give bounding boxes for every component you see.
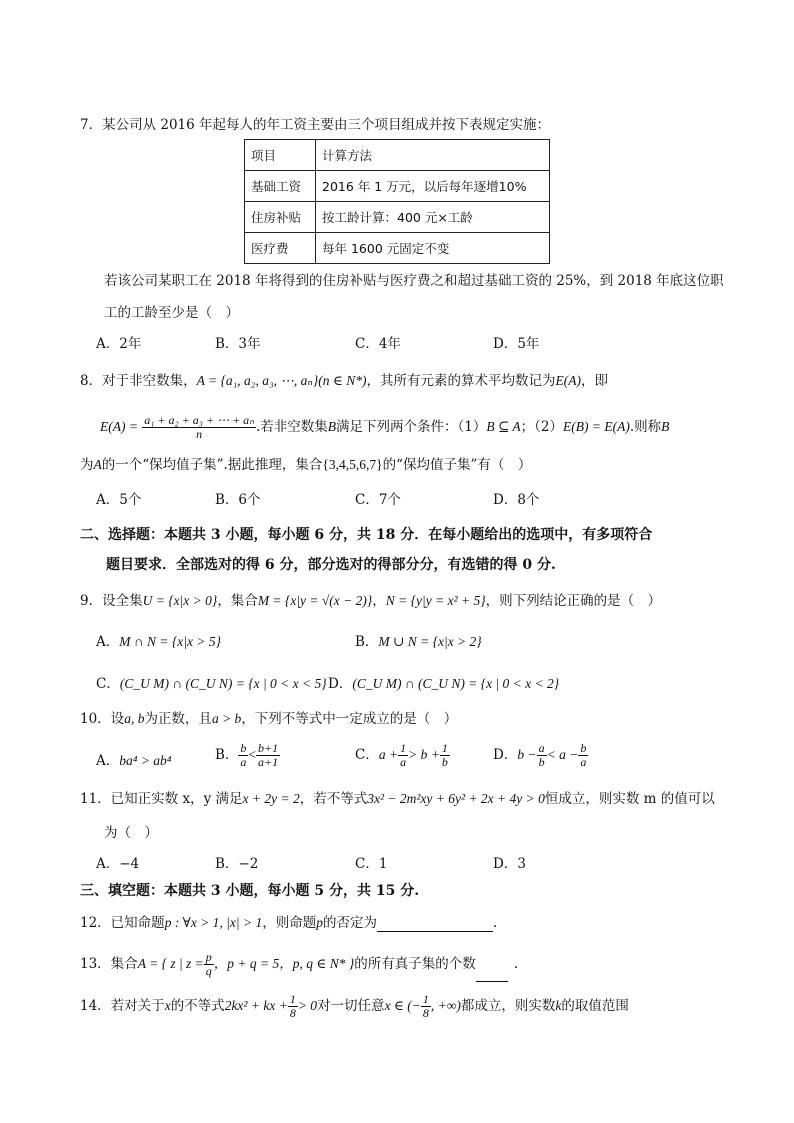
q8-text: ，其所有元素的算术平均数记为 [366, 373, 556, 389]
option-expr: b − [517, 747, 537, 762]
q9-text: 9．设全集 [80, 593, 143, 609]
q13-set: ，p + q = 5，p, q ∈ N* } [213, 956, 355, 971]
fraction-numerator: 1 [422, 992, 429, 1006]
fraction-denominator: n [196, 427, 203, 441]
fraction-denominator: b [441, 755, 448, 769]
option-label: C． [96, 676, 120, 692]
q8-text: ，即 [581, 373, 609, 389]
q14-range: , +∞) [430, 998, 461, 1013]
q11-option-c: C．1 [355, 856, 388, 872]
q8-option-d: D．8个 [493, 492, 540, 508]
fraction-denominator: b [538, 755, 545, 769]
q7-option-a: A．2年 [96, 336, 142, 352]
q8-e-lhs: E(A) = [100, 419, 138, 434]
table-cell: 2016 年 1 万元，以后每年逐增10% [316, 171, 550, 202]
fraction-denominator: a [400, 755, 407, 769]
q8-text: ；（2） [520, 419, 563, 435]
table-cell: 住房补贴 [245, 202, 316, 233]
q11-ineq: 3x² − 2m²xy + 6y² + 2x + 4y > 0 [367, 791, 545, 806]
q7-line3: 工的工龄至少是（ ） [104, 305, 239, 321]
q11-text: 恒成立，则实数 m 的值可以 [544, 791, 715, 807]
q11-option-a: A．−4 [96, 856, 140, 872]
q7-option-c: C．4年 [355, 336, 401, 352]
q8-var: A [93, 457, 102, 472]
option-label: D． [328, 676, 353, 692]
answer-blank[interactable] [377, 917, 493, 932]
q11-option-d: D．3 [493, 856, 526, 872]
fraction-numerator: 1 [441, 741, 448, 755]
fraction [440, 742, 450, 769]
q11-line2: 为（ ） [104, 825, 158, 841]
q14-var: x [164, 998, 171, 1013]
section2-heading-line2: 题目要求．全部选对的得 6 分，部分选对的得部分分，有选错的得 0 分. [106, 557, 556, 573]
q8-line2 [100, 414, 669, 441]
option-label: D． [493, 747, 518, 763]
q14-var: k [555, 998, 562, 1013]
q8-option-b: B．6个 [215, 492, 261, 508]
option-expr: > b + [408, 747, 440, 762]
fraction-denominator: a [580, 755, 587, 769]
q12-text: . [492, 915, 498, 931]
q9-option-c [96, 674, 327, 694]
fraction-denominator: 8 [289, 1006, 296, 1020]
q8-text: 满足下列两个条件：（1） [336, 419, 487, 435]
table-header-method: 计算方法 [316, 140, 550, 171]
option-expr: M ∪ N = {x|x > 2} [378, 634, 482, 649]
q8-set-a: A = {a₁, a₂, a₃, ⋯, aₙ}(n ∈ N*) [196, 373, 367, 388]
fraction-denominator: a+1 [258, 755, 279, 769]
salary-table [244, 139, 550, 264]
fraction [537, 742, 547, 769]
answer-blank[interactable] [476, 959, 508, 982]
option-expr: < a − [546, 747, 579, 762]
fraction-denominator: 8 [422, 1006, 429, 1020]
q10-option-b [215, 740, 280, 770]
q11-cond: x + 2y = 2 [242, 791, 300, 806]
fraction [238, 742, 248, 769]
less-than: < [248, 747, 257, 762]
q12-text: ，则命题 [262, 915, 317, 931]
option-expr: (C_U M) ∩ (C_U N) = {x | 0 < x < 5} [119, 676, 327, 691]
option-label: A． [96, 634, 120, 650]
q8-text: 8．对于非空数集， [80, 373, 197, 389]
q9-option-b [355, 632, 482, 652]
q11-text: 11．已知正实数 x，y 满足 [80, 791, 243, 807]
fraction [256, 742, 280, 769]
q14-range: x ∈ (− [384, 998, 421, 1013]
q8-line1 [80, 372, 608, 390]
fraction-numerator: 1 [289, 992, 296, 1006]
q10-text: ，下列不等式中一定成立的是（ ） [241, 711, 458, 727]
q11-stem [80, 790, 715, 808]
table-cell: 每年 1600 元固定不变 [316, 233, 550, 264]
option-label: A． [96, 753, 120, 769]
q9-text: ， [372, 593, 386, 609]
q8-set: {3,4,5,6,7} [322, 457, 383, 472]
q13-text: . [513, 956, 519, 972]
section3-heading: 三、填空题：本题共 3 小题，每小题 5 分，共 15 分. [80, 883, 420, 899]
q7-line2: 若该公司某职工在 2018 年将得到的住房补贴与医疗费之和超过基础工资的 25%，到 2018 年底这位职 [104, 273, 724, 289]
q12-stem [80, 914, 497, 932]
q10-option-c [355, 740, 450, 770]
q13-stem [80, 946, 518, 982]
q14-ineq: > 0 [297, 998, 318, 1013]
q13-text: 13．集合 [80, 956, 138, 972]
q10-stem [80, 710, 457, 728]
fraction [288, 993, 298, 1020]
q14-text: 都成立，则实数 [460, 998, 556, 1014]
q8-text: 的一个“保均值子集”.据此推理，集合 [101, 457, 323, 473]
q11-text: ，若不等式 [299, 791, 368, 807]
q9-set-m: M = {x|y = √(x − 2)} [257, 593, 373, 608]
q9-text: ，集合 [217, 593, 258, 609]
table-cell: 基础工资 [245, 171, 316, 202]
table-header-item: 项目 [245, 140, 316, 171]
q8-text: 的“保均值子集”有（ ） [382, 457, 532, 473]
q8-option-c: C．7个 [355, 492, 401, 508]
q9-stem [80, 592, 661, 610]
q14-text: 的不等式 [170, 998, 225, 1014]
q7-option-d: D．5年 [493, 336, 540, 352]
option-expr: (C_U M) ∩ (C_U N) = {x | 0 < x < 2} [352, 676, 560, 691]
fraction [578, 742, 588, 769]
fraction-numerator: a [538, 741, 545, 755]
fraction [398, 742, 408, 769]
q14-text: 14．若对关于 [80, 998, 165, 1014]
table-row [245, 233, 550, 264]
q11-option-b: B．−2 [215, 856, 259, 872]
q14-ineq: 2kx² + kx + [224, 998, 288, 1013]
fraction-numerator: a₁ + a₂ + a₃ + ⋯ + aₙ [144, 413, 254, 427]
q13-set: A = { z | z = [137, 956, 204, 971]
q8-cond1: B ⊆ A [486, 419, 521, 434]
q10-text: 10．设 [80, 711, 125, 727]
q10-vars: a, b [124, 711, 145, 726]
q12-proposition: p : ∀x > 1, |x| > 1 [164, 915, 263, 930]
q9-option-d [328, 674, 559, 694]
q7-option-b: B．3年 [215, 336, 261, 352]
fraction-numerator: p [205, 950, 212, 964]
fraction-numerator: b [240, 741, 247, 755]
fraction [204, 951, 214, 978]
q8-mean-ea: E(A) [555, 373, 582, 388]
option-label: B． [355, 634, 379, 650]
fraction-numerator: b+1 [258, 741, 279, 755]
fraction-numerator: 1 [400, 741, 407, 755]
q13-text: 的所有真子集的个数 [354, 956, 476, 972]
q8-var: B [661, 419, 670, 434]
fraction [421, 993, 431, 1020]
q8-line3 [80, 456, 531, 474]
option-label: B． [215, 747, 239, 763]
fraction-denominator: a [240, 755, 247, 769]
q9-set-n: N = {y|y = x² + 5} [385, 593, 486, 608]
option-expr: a + [378, 747, 399, 762]
q14-text: 的取值范围 [561, 998, 629, 1014]
q10-text: 为正数，且 [144, 711, 212, 727]
q8-text: 为 [80, 457, 94, 473]
fraction-numerator: b [580, 741, 587, 755]
fraction-denominator: q [205, 964, 212, 978]
q10-cond: a > b [211, 711, 242, 726]
table-row [245, 202, 550, 233]
q10-option-d [493, 740, 588, 770]
q14-text: 对一切任意 [317, 998, 385, 1014]
table-cell: 医疗费 [245, 233, 316, 264]
q10-option-a [96, 746, 172, 776]
q8-mean-fraction [142, 414, 256, 441]
q8-var: B [327, 419, 336, 434]
q8-text: .若非空数集 [255, 419, 328, 435]
q12-text: 12．已知命题 [80, 915, 165, 931]
table-row [245, 171, 550, 202]
option-expr: M ∩ N = {x|x > 5} [119, 634, 221, 649]
q7-stem: 7．某公司从 2016 年起每人的年工资主要由三个项目组成并按下表规定实施： [80, 117, 551, 133]
table-header-row [245, 140, 550, 171]
q9-set-u: U = {x|x > 0} [142, 593, 218, 608]
section2-heading-line1: 二、选择题：本题共 3 小题，每小题 6 分，共 18 分．在每小题给出的选项中，有多项符合 [80, 527, 653, 543]
q9-option-a [96, 632, 221, 652]
q9-text: ，则下列结论正确的是（ ） [485, 593, 662, 609]
table-cell: 按工龄计算：400 元×工龄 [316, 202, 550, 233]
q12-var: p [316, 915, 323, 930]
q14-stem [80, 988, 629, 1024]
option-label: C． [355, 747, 379, 763]
q8-text: .则称 [629, 419, 662, 435]
q12-text: 的否定为 [322, 915, 377, 931]
option-expr: ba⁴ > ab⁴ [119, 753, 172, 768]
q8-cond2: E(B) = E(A) [563, 419, 630, 434]
q8-option-a: A．5个 [96, 492, 142, 508]
